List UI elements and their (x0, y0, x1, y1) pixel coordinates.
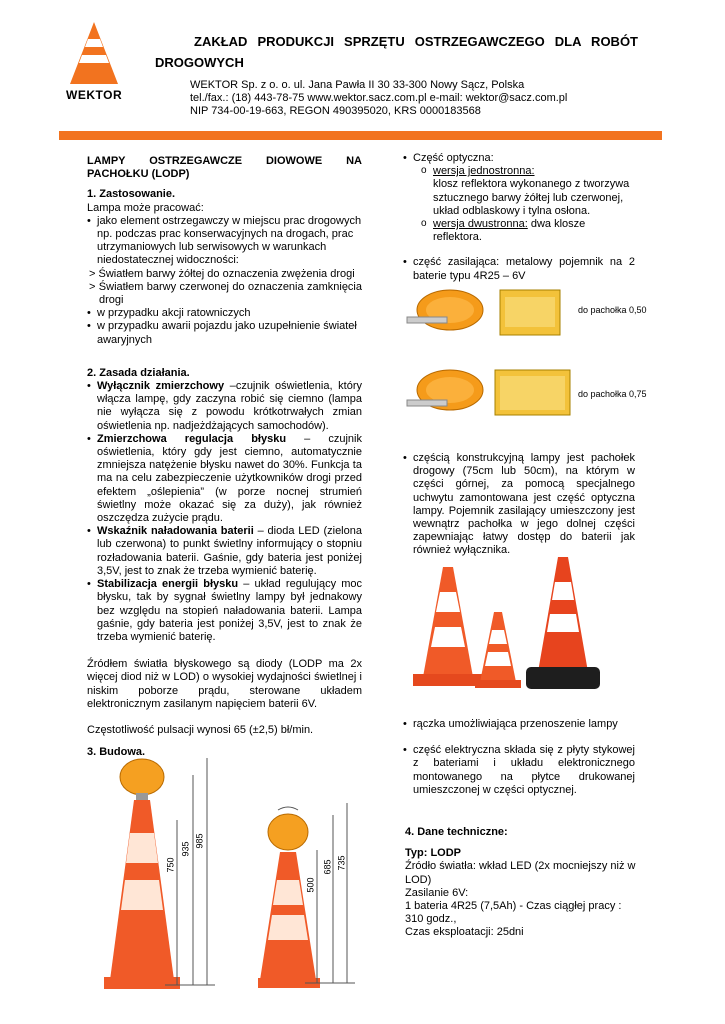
double-version (421, 218, 635, 244)
s2-item-4-term: Stabilizacja energii błysku (97, 578, 239, 591)
dim-735: 735 (336, 855, 347, 871)
dim-985: 985 (194, 833, 205, 849)
s1-bullet-1: • jako element ostrzegawczy w miejscu prac drogowych np. podczas prac konserwacyjnych na drogach, prac utrzymaniowych lub serwisowych w warunkach niedostatecznej widoczności: (87, 215, 362, 268)
s2-item-3-term: Wskaźnik naładowania baterii (97, 525, 254, 538)
structure-text: • częścią konstrukcyjną lampy jest pachołek drogowy (75cm lub 50cm), na którym w części górnej, za pomocą specjalnego uchwytu zamontowana jest część optyczna lampy. Pojemnik zasilający umieszczony jest wewnątrz pachołka w jego dolnej części zapewniając łatwy dostęp do baterii jak również wyłącznika. (403, 452, 635, 558)
s2-item-4 (87, 578, 362, 644)
company-registry: NIP 734-00-19-663, REGON 490395020, KRS 0000183568 (190, 105, 481, 117)
dim-500: 500 (305, 877, 316, 893)
double-version-text: dwa klosze reflektora. (433, 218, 586, 244)
s2-item-2-term: Zmierzchowa regulacja błysku (97, 432, 287, 445)
s2-item-4-text: – układ regulujący moc błysku, tak by sygnał świetlny lampy był jednakowy bez względu na stopień naładowania baterii. Lampa gaśnie, gdy bateria jest poniżej 3,5V, jest to znak że trzeba wymienić baterię. (97, 578, 362, 643)
handle-section (403, 718, 635, 797)
handle-text: • rączka umożliwiająca przenoszenie lampy (403, 718, 635, 731)
lamp-photo-075 (405, 362, 575, 422)
dim-935: 935 (180, 841, 191, 857)
optical-label: • Część optyczna: (403, 152, 635, 165)
double-version-label: wersja dwustronna: (433, 218, 528, 231)
wektor-logo-icon (70, 22, 118, 84)
s1-bullet-3: • w przypadku awarii pojazdu jako uzupełnienie świateł awaryjnych (87, 320, 362, 346)
doc-title: LAMPY OSTRZEGAWCZE DIOWOWE NA PACHOŁKU (LODP) (87, 155, 362, 181)
section-2-heading: 2. Zasada działania. (87, 366, 190, 379)
s1-sub-1: > Światłem barwy żółtej do oznaczenia zwężenia drogi (89, 267, 355, 280)
tech-data-section (405, 826, 637, 940)
section-1-heading: 1. Zastosowanie. (87, 188, 176, 201)
header-divider (59, 131, 662, 140)
logo-text: WEKTOR (66, 88, 123, 102)
s1-intro: Lampa może pracować: (87, 201, 204, 214)
optical-section (403, 152, 635, 283)
single-version-label: o wersja jednostronna: (421, 165, 635, 178)
section-4-heading: 4. Dane techniczne: (405, 826, 508, 838)
s2-item-1 (87, 380, 362, 433)
caption-075: do pachołka 0,75 (578, 389, 647, 399)
dim-685: 685 (322, 859, 333, 875)
s2-item-2-text: – czujnik oświetlenia, który gdy jest ciemno, automatycznie zmniejsza natężenie błysku nawet do 30%. Funkcja ta ma na celu zabezpieczenie użytkowników drogi przed efektem „oślepienia” (w porze nocnej strumień świetlny może okazać się za duży), jak również oszczędza zużycie prądu. (97, 432, 362, 525)
tech-source: Źródło światła: wkład LED (2x mocniejszy niż w LOD) (405, 860, 636, 886)
s2-item-2 (87, 433, 362, 525)
cones-photo (408, 552, 603, 702)
company-title-cont: DROGOWYCH (155, 55, 244, 70)
structure-section (403, 452, 635, 558)
tech-type: Typ: LODP (405, 847, 462, 860)
s1-bullet-2: • w przypadku akcji ratowniczych (87, 307, 362, 320)
s2-item-3 (87, 525, 362, 578)
s2-item-3-text: – dioda LED (zielona lub czerwona) to punkt świetlny informujący o stopniu rozładowania baterii. Gaśnie, gdy bateria jest poniżej 3,5V, jest to znak że trzeba wymienić baterię. (97, 525, 362, 577)
company-contact: tel./fax.: (18) 443-78-75 www.wektor.sacz.com.pl e-mail: wektor@sacz.com.pl (190, 92, 568, 104)
caption-050: do pachołka 0,50 (578, 305, 647, 315)
company-address: WEKTOR Sp. z o. o. ul. Jana Pawła II 30 33-300 Nowy Sącz, Polska (190, 79, 525, 91)
s2-item-1-term: Wyłącznik zmierzchowy (97, 380, 225, 393)
s2-item-1-text: –czujnik oświetlenia, który włącza lampę, gdy zaczyna robić się ciemno (lampa nie wyłącza się z powodu krótkotrwałych zmian oświetlenia np. nadjeżdżających samochodów). (97, 380, 362, 432)
company-title: ZAKŁAD PRODUKCJI SPRZĘTU OSTRZEGAWCZEGO DLA ROBÓT (194, 34, 638, 49)
lamp-photo-050 (405, 285, 575, 345)
single-version-text: klosz reflektora wykonanego z tworzywa sztucznego barwy żółtej lub czerwonej, układ odblaskowy i tylna osłona. (433, 178, 630, 217)
tech-power: Zasilanie 6V: (405, 886, 469, 899)
tech-battery: 1 bateria 4R25 (7,5Ah) - Czas ciągłej pracy : 310 godz., (405, 900, 622, 926)
left-column (87, 155, 362, 759)
dimension-lines-small (305, 795, 360, 995)
s1-sub-2: > Światłem barwy czerwonej do oznaczenia zamknięcia drogi (89, 280, 362, 307)
s2-paragraph-2: Częstotliwość pulsacji wynosi 65 (±2,5) bł/min. (87, 723, 314, 736)
electric-text: • część elektryczna składa się z płyty stykowej z bateriami i układu elektronicznego montowanego na płytce drukowanej umieszczonej w części optycznej. (403, 744, 635, 797)
section-3-heading: 3. Budowa. (87, 746, 146, 759)
power-part: • część zasilająca: metalowy pojemnik na 2 baterie typu 4R25 – 6V (403, 256, 635, 282)
dimension-lines-large (165, 750, 225, 1000)
tech-time: Czas eksploatacji: 25dni (405, 926, 524, 939)
s2-paragraph-1: Źródłem światła błyskowego są diody (LODP ma 2x więcej diod niż w LOD) o wysokiej wydajności świetlnej i niskim poborze prądu, sterowane układem elektronicznym zasilanym napięciem baterii 6V. (87, 658, 362, 710)
dim-750: 750 (165, 857, 176, 873)
